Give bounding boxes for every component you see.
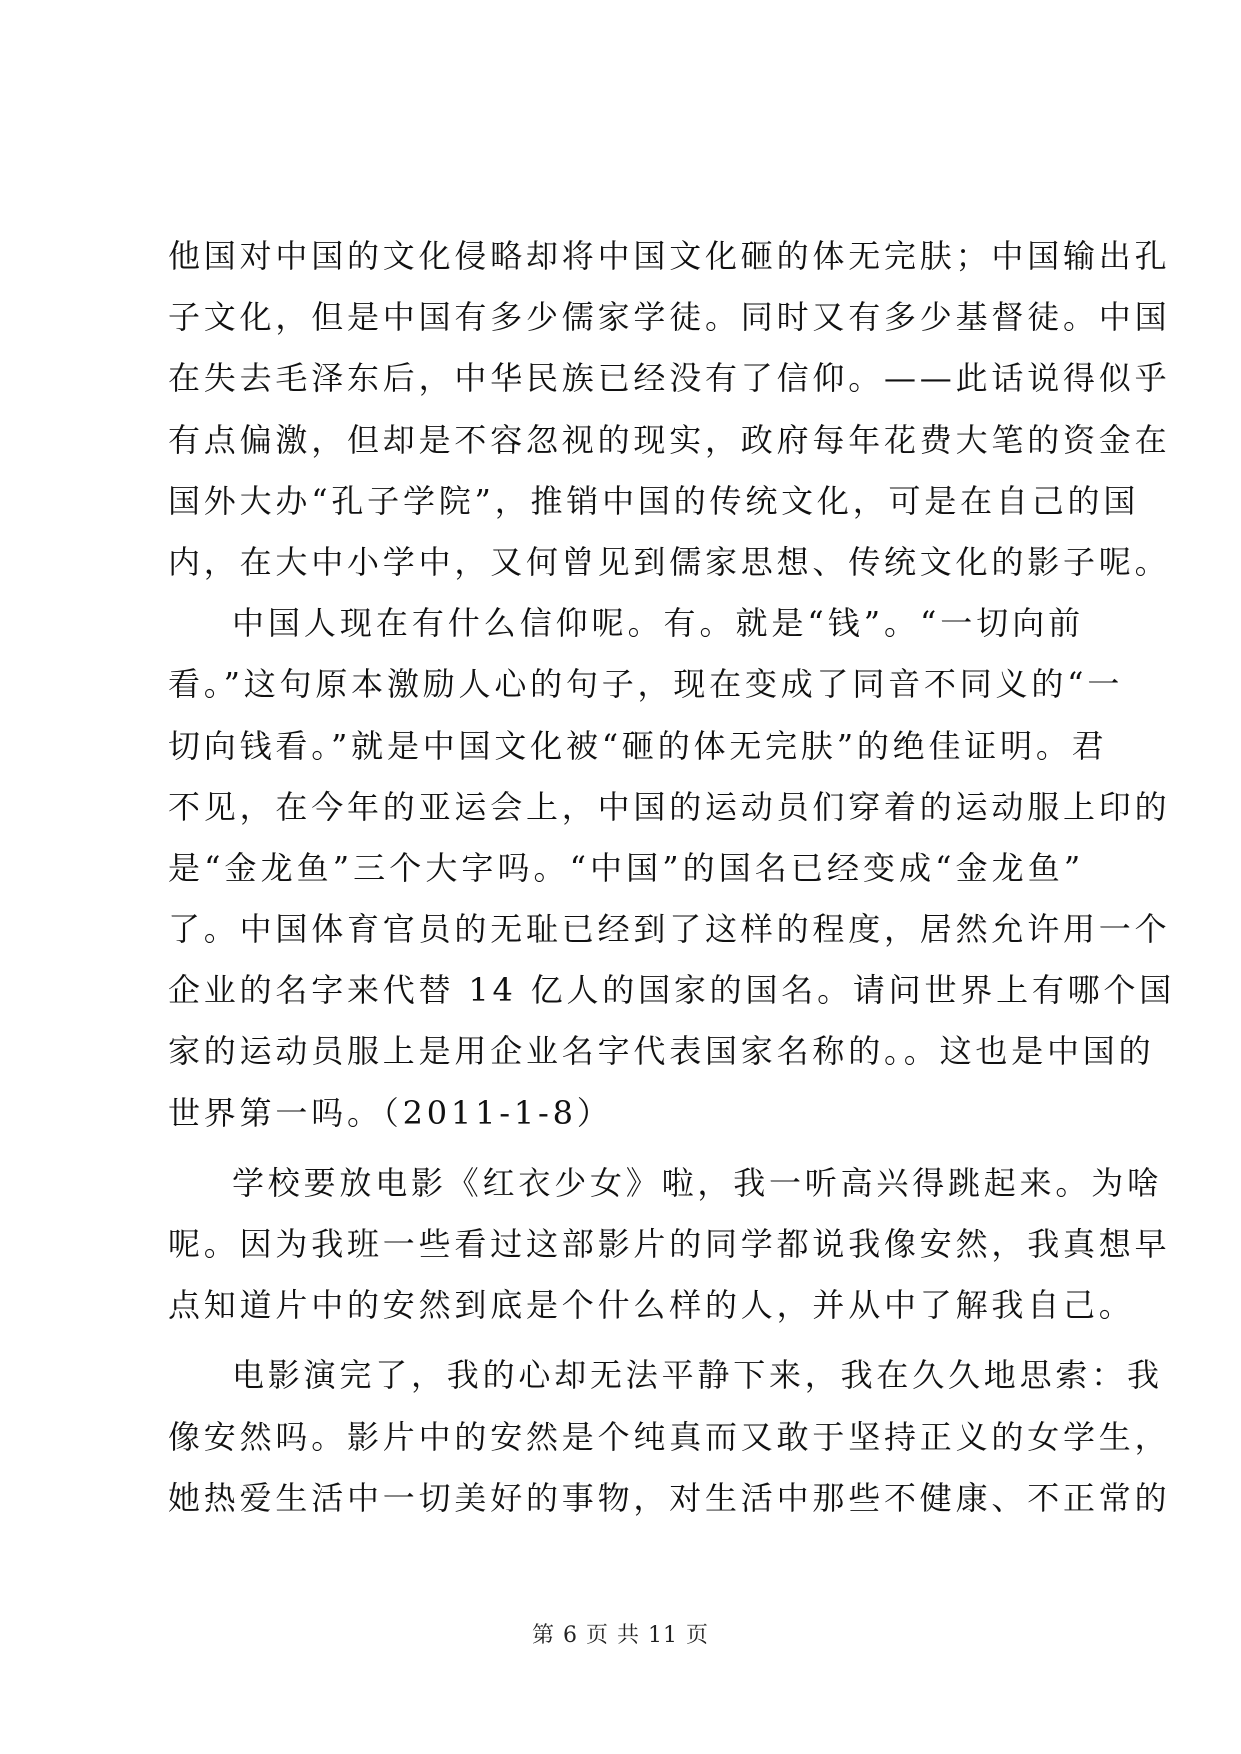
paragraph-line: 学校要放电影《红衣少女》啦，我一听高兴得跳起来。为啥 bbox=[232, 1163, 1163, 1202]
paragraph-line: 点知道片中的安然到底是个什么样的人，并从中了解我自己。 bbox=[168, 1286, 1135, 1325]
paragraph-line: 有点偏激，但却是不容忽视的现实，政府每年花费大笔的资金在 bbox=[168, 420, 1171, 459]
paragraph-line: 切向钱看。”就是中国文化被“砸的体无完肤”的绝佳证明。君 bbox=[168, 726, 1108, 765]
paragraph-line: 不见，在今年的亚运会上，中国的运动员们穿着的运动服上印的 bbox=[168, 787, 1171, 826]
paragraph-line: 电影演完了，我的心却无法平静下来，我在久久地思索：我 bbox=[232, 1356, 1163, 1395]
paragraph-1 bbox=[168, 226, 1171, 593]
paragraph-line: 他国对中国的文化侵略却将中国文化砸的体无完肤；中国输出孔 bbox=[168, 237, 1171, 275]
paragraph-line: 子文化，但是中国有多少儒家学徒。同时又有多少基督徒。中国 bbox=[168, 298, 1171, 337]
paragraph-line: 呢。因为我班一些看过这部影片的同学都说我像安然，我真想早 bbox=[168, 1225, 1171, 1263]
paragraph-line: 世界第一吗。（2011-1-8） bbox=[168, 1093, 613, 1132]
paragraph-2 bbox=[168, 593, 1176, 1144]
paragraph-line: 企业的名字来代替 14 亿人的国家的国名。请问世界上有哪个国 bbox=[168, 971, 1176, 1010]
paragraph-4 bbox=[168, 1345, 1171, 1529]
paragraph-line: 像安然吗。影片中的安然是个纯真而又敢于坚持正义的女学生， bbox=[168, 1417, 1171, 1456]
paragraph-line: 看。”这句原本激励人心的句子，现在变成了同音不同义的“一 bbox=[168, 665, 1124, 704]
paragraph-gap bbox=[168, 1144, 1084, 1153]
paragraph-line: 国外大办“孔子学院”，推销中国的传统文化，可是在自己的国 bbox=[168, 481, 1140, 520]
body-text bbox=[168, 226, 1176, 1529]
paragraph-line: 她热爱生活中一切美好的事物，对生活中那些不健康、不正常的 bbox=[168, 1478, 1171, 1517]
paragraph-line: 了。中国体育官员的无耻已经到了这样的程度，居然允许用一个 bbox=[168, 910, 1171, 949]
paragraph-line: 在失去毛泽东后，中华民族已经没有了信仰。——此话说得似乎 bbox=[168, 359, 1171, 398]
paragraph-line: 中国人现在有什么信仰呢。有。就是“钱”。“一切向前 bbox=[232, 604, 1084, 643]
page-number-label: 第 6 页 共 11 页 bbox=[532, 1623, 709, 1648]
paragraph-line: 是“金龙鱼”三个大字吗。“中国”的国名已经变成“金龙鱼” bbox=[168, 848, 1084, 887]
page-footer bbox=[0, 1618, 1241, 1649]
paragraph-line: 内，在大中小学中，又何曾见到儒家思想、传统文化的影子呢。 bbox=[168, 542, 1171, 581]
paragraph-3 bbox=[168, 1153, 1171, 1337]
paragraph-gap bbox=[168, 1336, 1084, 1345]
paragraph-line: 家的运动员服上是用企业名字代表国家名称的。。这也是中国的 bbox=[168, 1032, 1155, 1071]
